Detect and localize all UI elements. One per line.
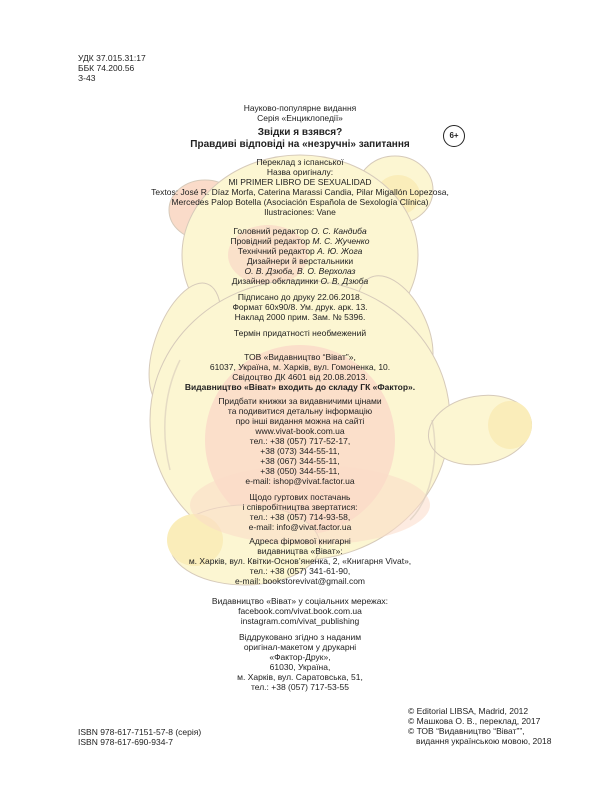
chief-editor-line: Головний редактор О. С. Кандиба [233,226,367,236]
cover-designer-name: О. В. Дзюба [320,276,369,286]
book-title: Звідки я взявся? [257,127,343,138]
wholesale-phone: тел.: +38 (057) 714-93-58, [249,512,351,522]
cover-designer-line: Дизайнер обкладинки О. В. Дзюба [231,276,369,286]
printing-house-name: «Фактор-Друк», [269,652,331,662]
copyright-line-4: видання українською мовою, 2018 [416,736,552,746]
bbk-code: ББК 74.200.56 [78,63,135,73]
copyright-line-2: © Машкова О. В., переклад, 2017 [408,716,541,726]
publisher-address: 61037, Україна, м. Харків, вул. Гомоненка, 10. [209,362,391,372]
header-block [150,103,450,123]
shop-phone-3: +38 (067) 344-55-11, [260,456,340,466]
copyright-block [408,706,551,746]
publication-type: Науково-популярне видання [243,103,357,113]
publisher-block [110,352,490,392]
classification-block [78,53,146,83]
shop-phone-2: +38 (073) 344-55-11, [260,446,340,456]
copyright-line-1: © Editorial LIBSA, Madrid, 2012 [408,706,529,716]
texts-authors-line2: Mercedes Palop Botella (Asociación Española de Sexología Clínica) [171,197,429,207]
shop-phone-4: +38 (050) 344-55-11, [260,466,340,476]
facebook-link[interactable]: facebook.com/vivat.book.com.ua [238,606,362,616]
format-line: Формат 60х90/8. Ум. друк. арк. 13. [232,302,368,312]
shop-phone-1: тел.: +38 (057) 717-52-17, [249,436,351,446]
isbn-block [78,727,201,747]
printing-house-block: Віддруковано згідно з наданим оригінал-макетом у друкарні «Фактор-Друк», 61030, Україна, м. Харків, вул. Саратовська, 51, тел.: +38 (057) 717-53-55 [150,632,450,692]
book-subtitle: Правдиві відповіді на «незручні» запитання [190,139,410,150]
wholesale-email[interactable]: e-mail: info@vivat.factor.ua [248,522,352,532]
buy-block: Придбати книжки за видавничими цінами та подивитися детальну інформацію про інші видання можна на сайті www.vivat-book.com.ua тел.: +38 (057) 717-52-17, +38 (073) 344-55-11, +38 (067) 344-55-11, +38 (050) 344-55-11, e-mail: ishop@vivat.factor.ua [150,396,450,486]
tech-editor-name: А. Ю. Жога [317,246,363,256]
credits-block [150,226,450,286]
store-address: м. Харків, вул. Квітки-Основ’яненка, 2, «Книгарня Vivat», [188,556,412,566]
publisher-group: Видавництво «Віват» входить до складу ГК «Фактор». [184,382,416,392]
author-mark: З-43 [78,73,96,83]
store-phone: тел.: +38 (057) 341-61-90, [249,566,351,576]
lead-editor-name: М. С. Жученко [312,236,370,246]
website-link[interactable]: www.vivat-book.com.ua [255,426,345,436]
isbn-series: ISBN 978-617-7151-57-8 (серія) [78,727,202,737]
store-block: Адреса фірмової книгарні видавництва «Віват»: м. Харків, вул. Квітки-Основ’яненка, 2, «Книгарня Vivat», тел.: +38 (057) 341-61-90, e-mail: bookstorevivat@gmail.com [110,536,490,586]
title-block [120,127,480,151]
print-run: Наклад 2000 прим. Зам. № 5396. [234,312,366,322]
signed-to-print: Підписано до друку 22.06.2018. [237,292,363,302]
social-block: Видавництво «Віват» у соціальних мережах: facebook.com/vivat.book.com.ua instagram.com/vivat_publishing [150,596,450,626]
illustrations-credit: Ilustraciones: Vane [264,207,336,217]
tech-editor-line: Технічний редактор А. Ю. Жога [237,246,363,256]
shop-email[interactable]: e-mail: ishop@vivat.factor.ua [245,476,355,486]
designers-label: Дизайнери й верстальники [246,256,354,266]
udk-code: УДК 37.015.31:17 [78,53,146,63]
store-email[interactable]: e-mail: bookstorevivat@gmail.com [234,576,366,586]
chief-editor-name: О. С. Кандиба [311,226,367,236]
translated-from: Переклад з іспанської [256,157,344,167]
printing-house-phone: тел.: +38 (057) 717-53-55 [250,682,350,692]
original-title: MI PRIMER LIBRO DE SEXUALIDAD [228,177,372,187]
designers-names: О. В. Дзюба, В. О. Верхолаз [244,266,356,276]
wholesale-block: Щодо гуртових постачань і співробітництва звертатися: тел.: +38 (057) 714-93-58, e-mail: info@vivat.factor.ua [150,492,450,532]
translation-block [100,157,500,217]
lead-editor-line: Провідний редактор М. С. Жученко [230,236,370,246]
original-title-label: Назва оригіналу: [266,167,334,177]
age-rating-badge: 6+ [443,125,465,147]
texts-authors-line1: Textos: José R. Díaz Morfa, Caterina Marassi Candia, Pilar Migallón Lopezosa, [151,187,449,197]
printing-house-address: м. Харків, вул. Саратовська, 51, [237,672,363,682]
publisher-name: ТОВ «Видавництво “Віват”», [244,352,356,362]
copyright-line-3: © ТОВ “Видавництво “Віват””, [408,726,525,736]
instagram-link[interactable]: instagram.com/vivat_publishing [240,616,360,626]
shelf-life: Термін придатності необмежений [233,328,367,338]
series-name: Серія «Енциклопедії» [257,113,343,123]
print-details-block [150,292,450,322]
isbn-book: ISBN 978-617-690-934-7 [78,737,173,747]
publisher-certificate: Свідоцтво ДК 4601 від 20.08.2013. [232,372,368,382]
